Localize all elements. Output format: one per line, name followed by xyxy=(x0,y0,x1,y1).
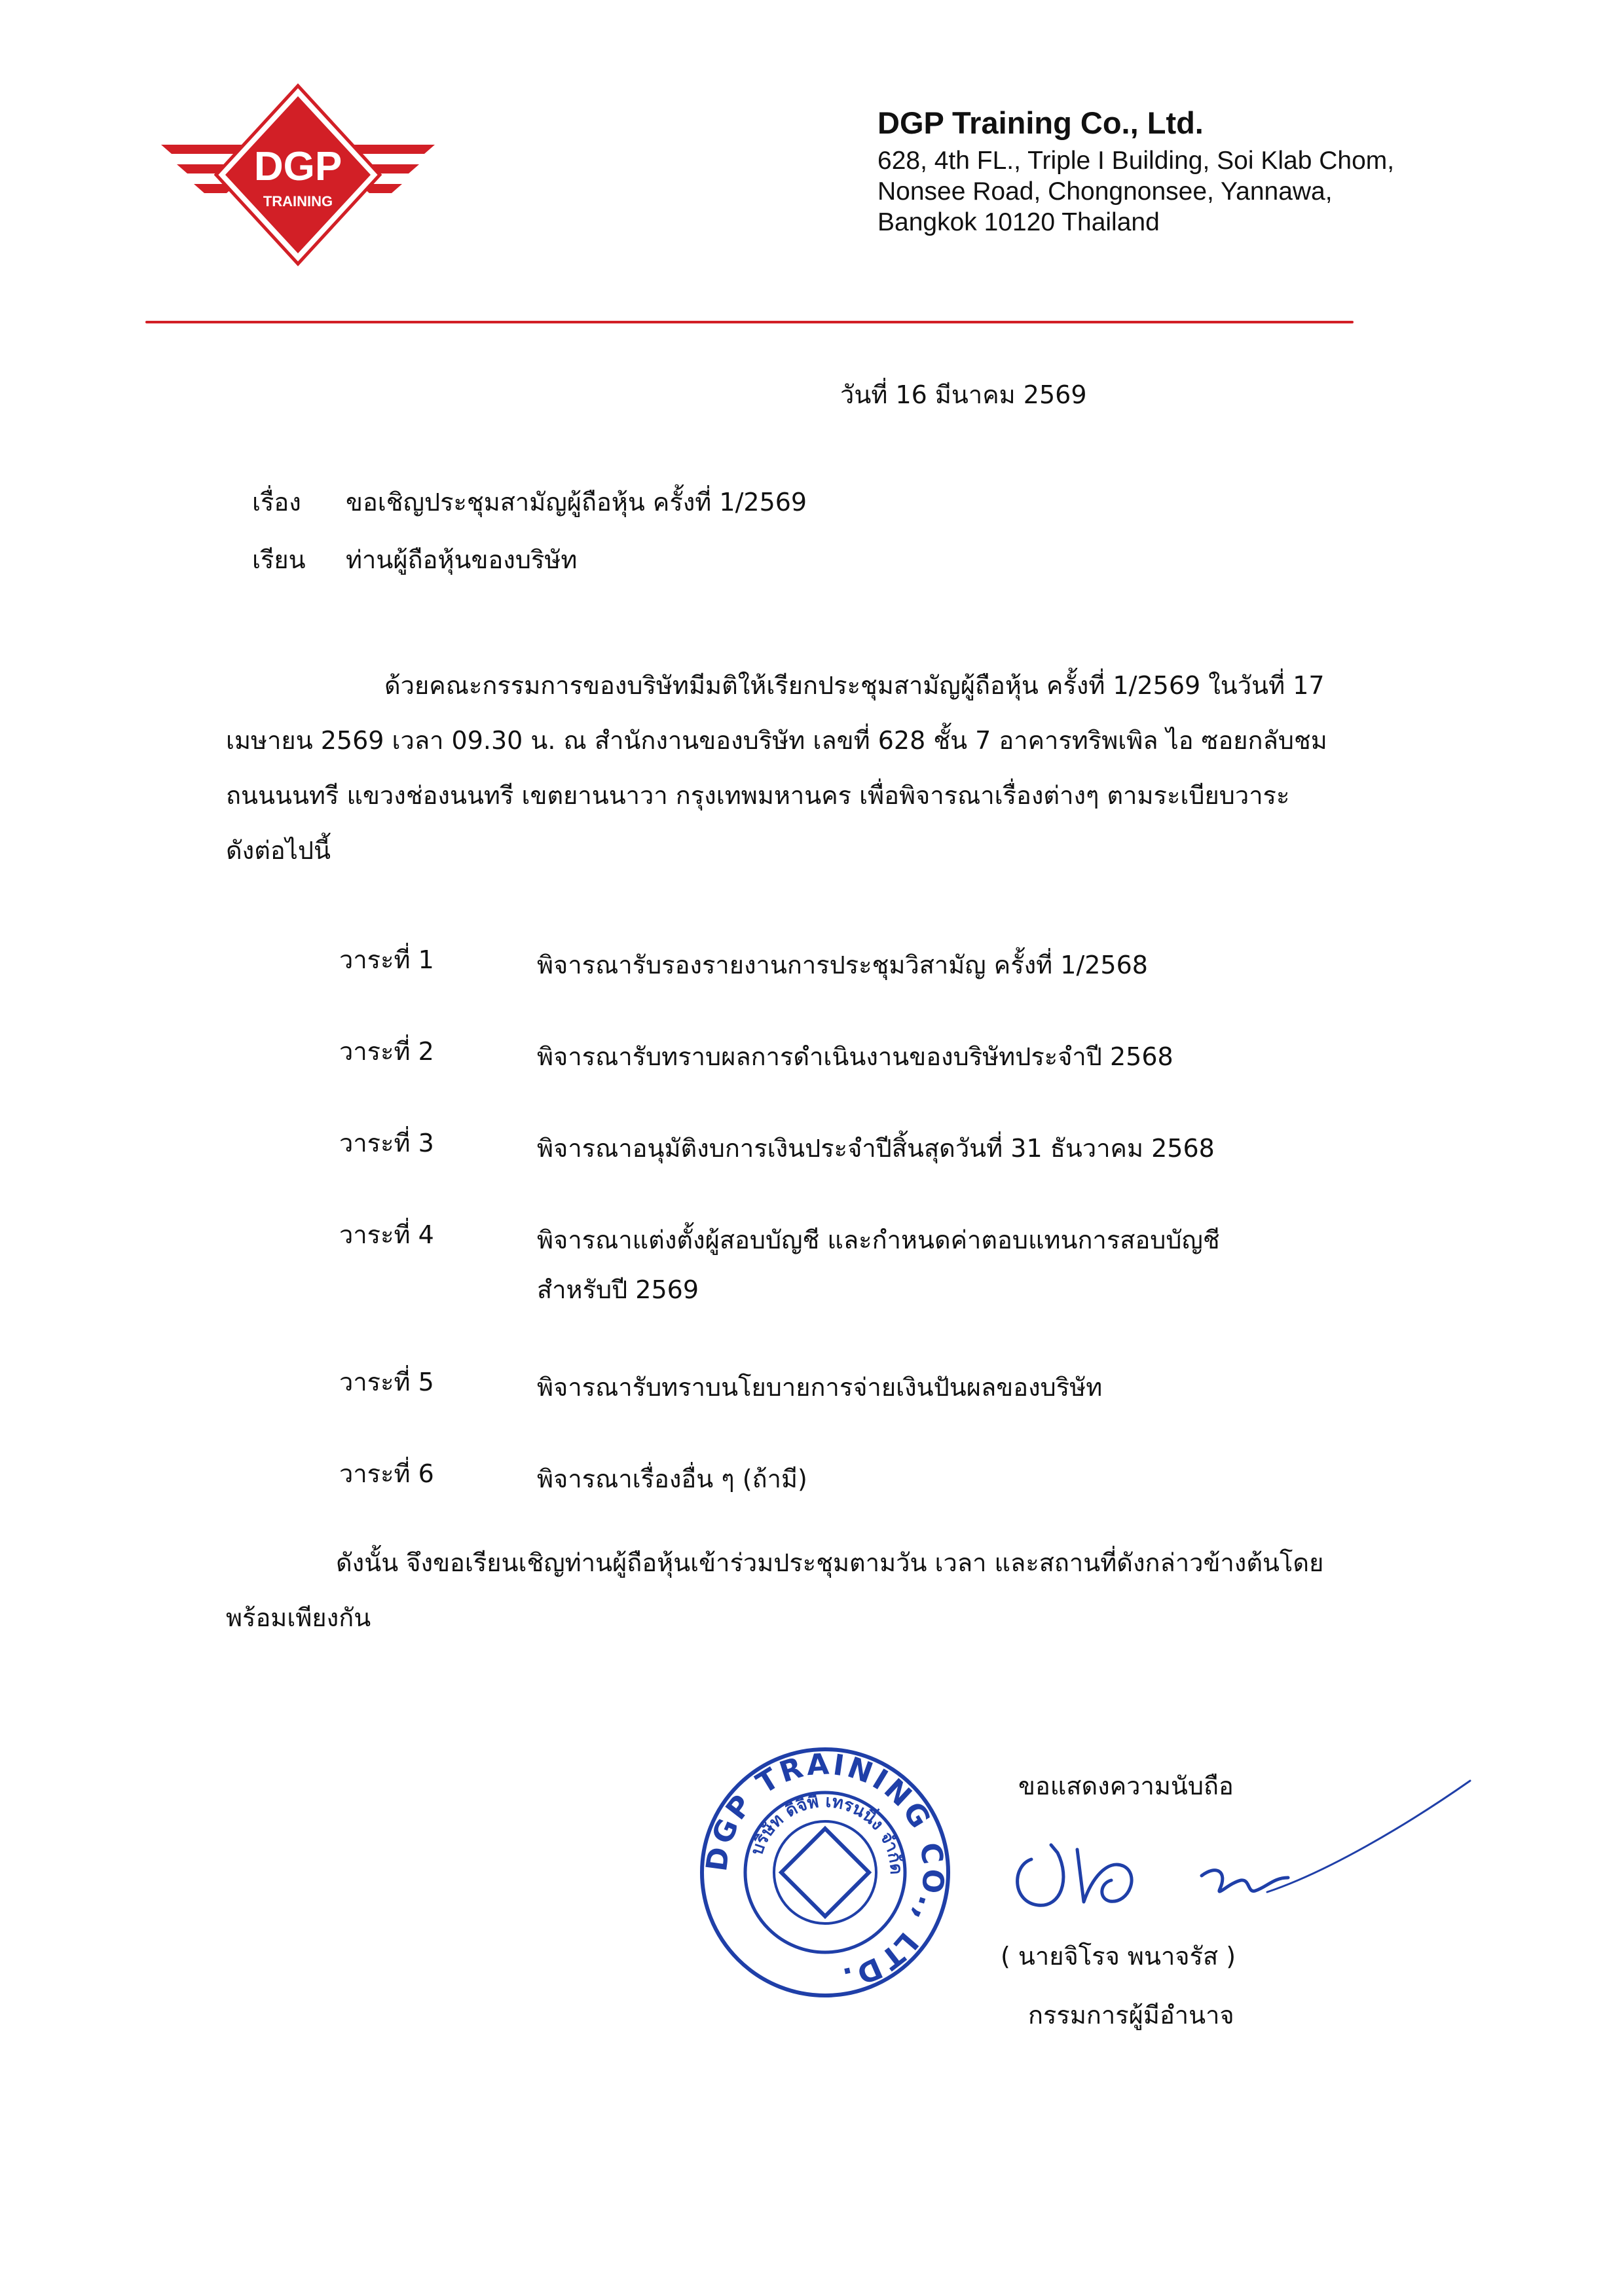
agenda-item-text: พิจารณาแต่งตั้งผู้สอบบัญชี และกำหนดค่าตอบแทนการสอบบัญชี xyxy=(537,1226,1220,1254)
closing-regards: ขอแสดงความนับถือ xyxy=(1018,1772,1234,1800)
company-address xyxy=(877,145,1394,238)
company-seal-stamp xyxy=(697,1745,953,2000)
handwritten-signature xyxy=(986,1768,1477,1928)
seal-outer-text: DGP TRAINING CO., LTD. xyxy=(700,1747,951,1996)
company-address-line: 628, 4th FL., Triple I Building, Soi Klab Chom, xyxy=(877,147,1395,175)
closing-paragraph xyxy=(226,1535,1323,1645)
logo-sub-text: TRAINING xyxy=(263,193,333,210)
intro-paragraph xyxy=(226,658,1424,878)
agenda-number: วาระที่ 1 xyxy=(339,945,434,974)
agenda-item-text: พิจารณาอนุมัติงบการเงินประจำปีสิ้นสุดวันที่ 31 ธันวาคม 2568 xyxy=(537,1134,1215,1163)
signer-position: กรรมการผู้มีอำนาจ xyxy=(1028,2001,1234,2030)
company-address-line: Nonsee Road, Chongnonsee, Yannawa, xyxy=(877,177,1333,206)
subject-label: เรื่อง xyxy=(252,488,301,517)
subject-text: ขอเชิญประชุมสามัญผู้ถือหุ้น ครั้งที่ 1/2569 xyxy=(346,488,807,517)
company-name: DGP Training Co., Ltd. xyxy=(877,105,1204,140)
logo-brand-text: DGP xyxy=(253,144,342,189)
letter-date: วันที่ 16 มีนาคม 2569 xyxy=(840,380,1087,409)
seal-inner-text: บริษัท ดีจีพี เทรนนิ่ง จำกัด xyxy=(747,1791,906,1875)
agenda-number: วาระที่ 4 xyxy=(339,1220,434,1249)
signer-name: ( นายจิโรจ พนาจรัส ) xyxy=(1001,1942,1236,1971)
dgp-training-logo xyxy=(157,82,439,268)
intro-line: ด้วยคณะกรรมการของบริษัทมีมติให้เรียกประชุมสามัญผู้ถือหุ้น ครั้งที่ 1/2569 ในวันที่ 17 xyxy=(384,671,1325,700)
recipient-text: ท่านผู้ถือหุ้นของบริษัท xyxy=(346,545,578,574)
agenda-item-text: พิจารณารับทราบนโยบายการจ่ายเงินปันผลของบริษัท xyxy=(537,1373,1103,1402)
intro-line: ดังต่อไปนี้ xyxy=(226,836,331,865)
agenda-number: วาระที่ 2 xyxy=(339,1037,434,1066)
intro-line: เมษายน 2569 เวลา 09.30 น. ณ สำนักงานของบริษัท เลขที่ 628 ชั้น 7 อาคารทริพเพิล ไอ ซอยกลับชม xyxy=(226,726,1327,755)
agenda-number: วาระที่ 3 xyxy=(339,1129,434,1157)
agenda-number: วาระที่ 6 xyxy=(339,1459,434,1488)
recipient-label: เรียน xyxy=(252,545,306,574)
agenda-item-text: พิจารณารับรองรายงานการประชุมวิสามัญ ครั้งที่ 1/2568 xyxy=(537,951,1148,979)
closing-line: พร้อมเพียงกัน xyxy=(226,1603,371,1632)
agenda-number: วาระที่ 5 xyxy=(339,1368,434,1396)
intro-line: ถนนนนทรี แขวงช่องนนทรี เขตยานนาวา กรุงเทพมหานคร เพื่อพิจารณาเรื่องต่างๆ ตามระเบียบวาระ xyxy=(226,781,1290,810)
company-address-line: Bangkok 10120 Thailand xyxy=(877,208,1160,236)
agenda-item-text: พิจารณาเรื่องอื่น ๆ (ถ้ามี) xyxy=(537,1465,807,1493)
closing-line: ดังนั้น จึงขอเรียนเชิญท่านผู้ถือหุ้นเข้าร่วมประชุมตามวัน เวลา และสถานที่ดังกล่าวข้างต้นโดย xyxy=(336,1548,1324,1577)
agenda-item-text-continued: สำหรับปี 2569 xyxy=(537,1275,699,1304)
header-divider xyxy=(145,321,1354,323)
seal-center-diamond xyxy=(781,1829,869,1916)
agenda-item-text: พิจารณารับทราบผลการดำเนินงานของบริษัทประจำปี 2568 xyxy=(537,1042,1173,1071)
